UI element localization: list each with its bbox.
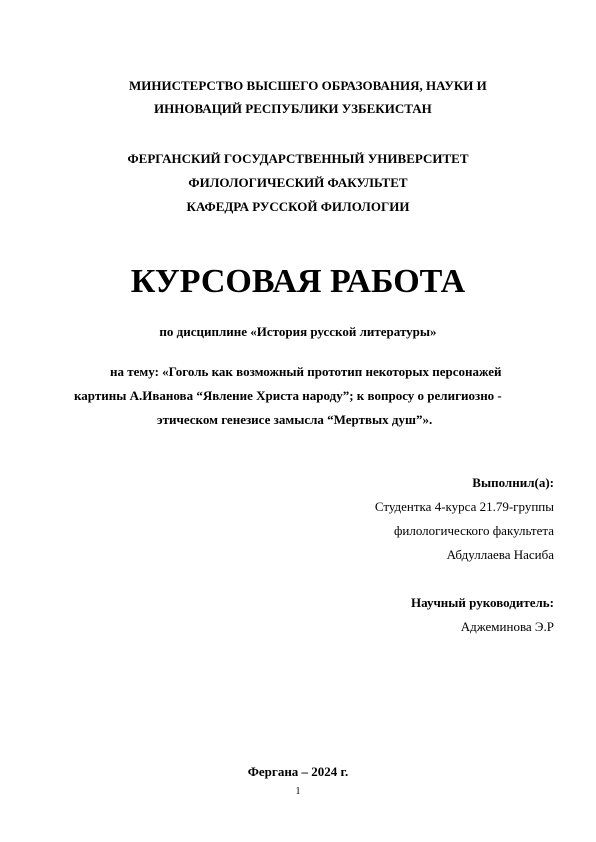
document-title: КУРСОВАЯ РАБОТА: [130, 263, 466, 300]
topic-line-2: картины А.Иванова “Явление Христа народу”; к вопросу о религиозно -: [74, 388, 502, 403]
department-name: КАФЕДРА РУССКОЙ ФИЛОЛОГИИ: [186, 199, 410, 214]
topic-line-3: этическом генезисе замысла “Мертвых душ”».: [157, 412, 433, 427]
author-faculty: филологического факультета: [393, 523, 554, 538]
city-year: Фергана – 2024 г.: [247, 764, 349, 779]
university-name: ФЕРГАНСКИЙ ГОСУДАРСТВЕННЫЙ УНИВЕРСИТЕТ: [127, 151, 469, 166]
author-name: Абдуллаева Насиба: [446, 547, 554, 562]
ministry-line-1: МИНИСТЕРСТВО ВЫСШЕГО ОБРАЗОВАНИЯ, НАУКИ И: [129, 78, 487, 93]
supervisor-label: Научный руководитель:: [411, 595, 554, 610]
supervisor-name: Аджеминова Э.Р: [460, 619, 554, 634]
faculty-name: ФИЛОЛОГИЧЕСКИЙ ФАКУЛЬТЕТ: [188, 175, 408, 190]
author-course: Студентка 4-курса 21.79-группы: [374, 499, 554, 514]
ministry-line-2: ИННОВАЦИЙ РЕСПУБЛИКИ УЗБЕКИСТАН: [154, 101, 432, 116]
page-number: 1: [295, 786, 301, 797]
topic-line-1: на тему: «Гоголь как возможный прототип некоторых персонажей: [110, 364, 502, 379]
discipline-line: по дисциплине «История русской литературы»: [159, 324, 437, 339]
author-label: Выполнил(а):: [472, 475, 554, 490]
